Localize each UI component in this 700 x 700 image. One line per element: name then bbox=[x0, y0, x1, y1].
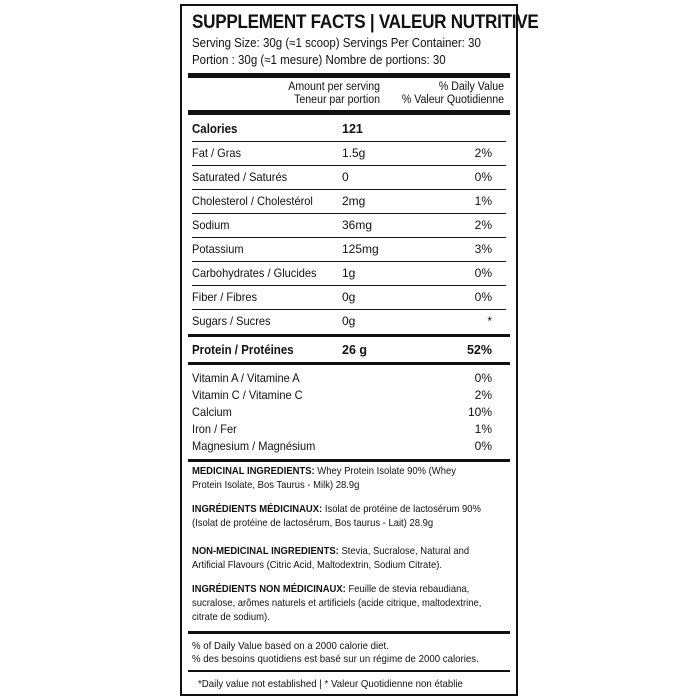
nutrient-amount: 1g bbox=[342, 266, 356, 280]
ingredients-text: Isolat de protéine de lactosérum 90% (Isolat de protéine de lactosérum, Bos taurus - Lait) 28.9g bbox=[192, 503, 481, 529]
vitamin-name: Vitamin C / Vitamine C bbox=[192, 388, 303, 402]
vitamin-dv: 2% bbox=[474, 388, 492, 402]
supplement-facts-panel bbox=[180, 4, 539, 696]
medicinal-ingredients-fr bbox=[192, 502, 485, 530]
row-divider bbox=[192, 237, 506, 238]
medium-rule bbox=[188, 459, 510, 462]
nutrient-row bbox=[192, 314, 506, 328]
nutrient-name: Fat / Gras bbox=[192, 146, 242, 160]
ingredients-text: Whey Protein Isolate 90% (Whey Protein Isolate, Bos Taurus - Milk) 28.9g bbox=[192, 465, 456, 491]
nutrient-amount: 1.5g bbox=[342, 146, 366, 160]
ingredients-label: INGRÉDIENTS NON MÉDICINAUX: bbox=[192, 583, 346, 595]
ingredients-text: Stevia, Sucralose, Natural and Artificial Flavours (Citric Acid, Maltodextrin, Sodium Citrate). bbox=[192, 545, 470, 571]
vitamin-name: Magnesium / Magnésium bbox=[192, 439, 316, 453]
thick-rule bbox=[188, 73, 510, 78]
medium-rule bbox=[188, 362, 510, 365]
dv-header-fr: % Valeur Quotidienne bbox=[401, 94, 504, 106]
nutrient-amount: 0g bbox=[342, 314, 356, 328]
nutrient-dv: 0% bbox=[474, 266, 492, 280]
nutrient-dv: 3% bbox=[474, 242, 492, 256]
row-divider bbox=[192, 213, 506, 214]
vitamin-name: Iron / Fer bbox=[192, 422, 237, 436]
vitamin-row bbox=[192, 439, 506, 453]
nutrient-row bbox=[192, 290, 506, 304]
nutrient-amount: 2mg bbox=[342, 194, 366, 208]
ingredients-label: NON-MEDICINAL INGREDIENTS: bbox=[192, 545, 339, 557]
nutrient-amount: 0g bbox=[342, 290, 356, 304]
row-divider bbox=[192, 141, 506, 142]
medium-rule bbox=[188, 334, 510, 337]
vitamin-row bbox=[192, 405, 506, 419]
nutrient-row bbox=[192, 194, 506, 208]
nutrient-row bbox=[192, 266, 506, 280]
dv-header-en: % Daily Value bbox=[438, 81, 504, 93]
nutrient-name: Sodium bbox=[192, 218, 230, 232]
nutrient-amount: 36mg bbox=[342, 218, 373, 232]
ingredients-label: INGRÉDIENTS MÉDICINAUX: bbox=[192, 503, 323, 515]
nutrient-name: Sugars / Sucres bbox=[192, 314, 271, 328]
amount-per-serving-header bbox=[279, 81, 380, 107]
not-established-footnote: *Daily value not established | * Valeur Quotidienne non établie bbox=[198, 678, 463, 690]
nutrient-name: Potassium bbox=[192, 242, 244, 256]
nutrient-dv: 0% bbox=[474, 290, 492, 304]
vitamin-name: Vitamin A / Vitamine A bbox=[192, 371, 300, 385]
row-divider bbox=[192, 189, 506, 190]
amount-header-en: Amount per serving bbox=[288, 81, 380, 93]
serving-size-fr: Portion : 30g (≈1 mesure) Nombre de portions: 30 bbox=[192, 53, 446, 67]
vitamin-dv: 1% bbox=[474, 422, 492, 436]
row-divider bbox=[192, 285, 506, 286]
nutrient-name: Fiber / Fibres bbox=[192, 290, 258, 304]
nutrient-row bbox=[192, 218, 506, 232]
vitamin-row bbox=[192, 388, 506, 402]
vitamin-row bbox=[192, 371, 506, 385]
nutrient-row-protein bbox=[192, 343, 506, 357]
vitamin-row bbox=[192, 422, 506, 436]
daily-value-footnote-en: % of Daily Value based on a 2000 calorie diet. bbox=[192, 640, 389, 652]
nutrient-amount: 0 bbox=[342, 170, 349, 184]
panel-title: SUPPLEMENT FACTS | VALEUR NUTRITIVE bbox=[192, 12, 539, 33]
ingredients-label: MEDICINAL INGREDIENTS: bbox=[192, 465, 315, 477]
vitamin-name: Calcium bbox=[192, 405, 232, 419]
row-divider bbox=[192, 261, 506, 262]
vitamin-dv: 0% bbox=[474, 439, 492, 453]
nutrient-row-calories bbox=[192, 122, 506, 136]
nutrient-dv: * bbox=[487, 314, 492, 328]
amount-header-fr: Teneur par portion bbox=[294, 94, 380, 106]
nutrient-name: Carbohydrates / Glucides bbox=[192, 266, 317, 280]
nutrient-row bbox=[192, 170, 506, 184]
row-divider bbox=[192, 309, 506, 310]
nutrient-name: Protein / Protéines bbox=[192, 343, 294, 357]
nutrient-row bbox=[192, 146, 506, 160]
thick-rule bbox=[188, 110, 510, 115]
nutrient-row bbox=[192, 242, 506, 256]
daily-value-header bbox=[392, 81, 504, 107]
nutrient-amount: 125mg bbox=[342, 242, 379, 256]
nutrient-dv: 2% bbox=[474, 146, 492, 160]
nutrient-amount: 121 bbox=[342, 122, 363, 136]
medicinal-ingredients-en bbox=[192, 464, 485, 492]
medium-rule bbox=[188, 631, 510, 634]
nutrient-name: Cholesterol / Cholestérol bbox=[192, 194, 313, 208]
nutrient-dv: 2% bbox=[474, 218, 492, 232]
nutrient-dv: 52% bbox=[466, 343, 492, 357]
serving-size-en: Serving Size: 30g (≈1 scoop) Servings Per Container: 30 bbox=[192, 36, 481, 50]
thin-rule bbox=[188, 670, 510, 672]
nutrient-name: Calories bbox=[192, 122, 238, 136]
vitamin-dv: 10% bbox=[467, 405, 492, 419]
non-medicinal-ingredients-fr bbox=[192, 582, 485, 624]
nutrient-amount: 26 g bbox=[342, 343, 368, 357]
daily-value-footnote-fr: % des besoins quotidiens est basé sur un régime de 2000 calories. bbox=[192, 653, 479, 665]
nutrient-dv: 0% bbox=[474, 170, 492, 184]
ingredients-text: Feuille de stevia rebaudiana, sucralose, arômes naturels et artificiels (acide citrique, maltodextrine, citrate de sodium). bbox=[192, 583, 482, 623]
non-medicinal-ingredients-en bbox=[192, 544, 485, 572]
nutrient-dv: 1% bbox=[474, 194, 492, 208]
vitamin-dv: 0% bbox=[474, 371, 492, 385]
nutrient-name: Saturated / Saturés bbox=[192, 170, 288, 184]
row-divider bbox=[192, 165, 506, 166]
